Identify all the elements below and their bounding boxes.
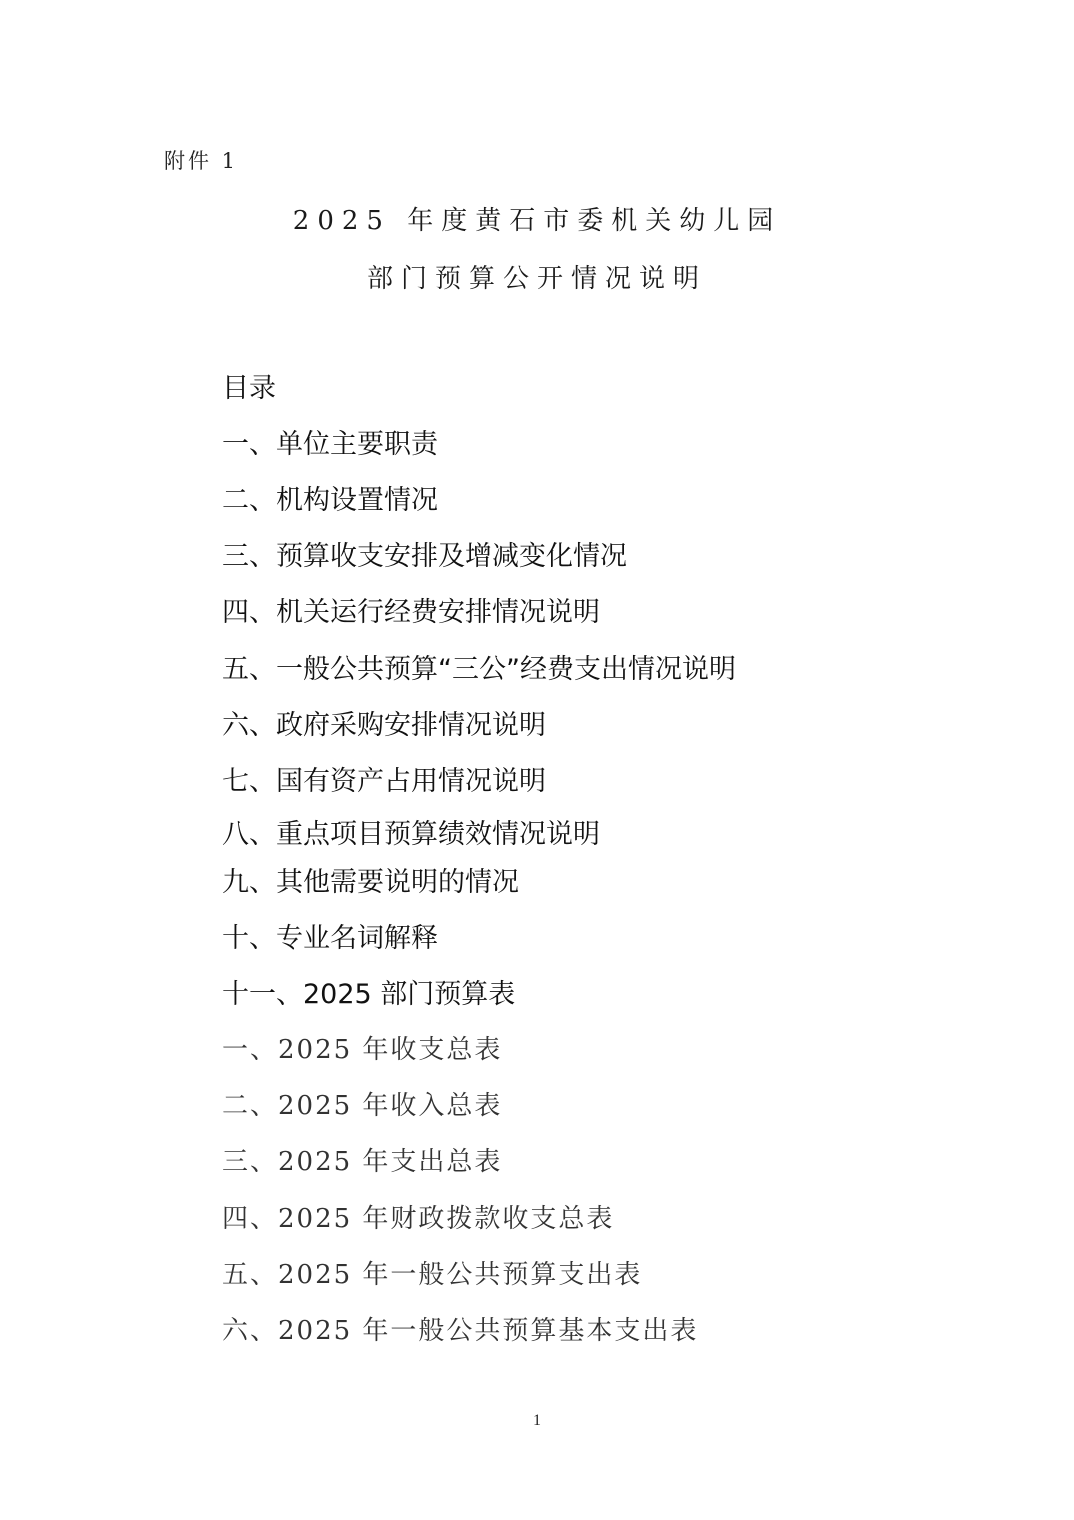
toc-item-three-public-expenses: 五、一般公共预算“三公”经费支出情况说明 bbox=[222, 654, 736, 685]
toc-item-operating-expenses: 四、机关运行经费安排情况说明 bbox=[222, 597, 600, 628]
document-title-line-2: 部门预算公开情况说明 bbox=[366, 264, 707, 294]
toc-subitem-general-public-budget-basic-expenditure: 六、2025 年一般公共预算基本支出表 bbox=[222, 1316, 699, 1346]
toc-item-budget-changes: 三、预算收支安排及增减变化情况 bbox=[222, 541, 627, 572]
toc-heading: 目录 bbox=[222, 373, 276, 404]
toc-subitem-expenditure-summary: 三、2025 年支出总表 bbox=[222, 1147, 503, 1177]
document-title-line-1: 2025 年度黄石市委机关幼儿园 bbox=[292, 206, 782, 236]
toc-item-other-matters: 九、其他需要说明的情况 bbox=[222, 867, 519, 898]
toc-subitem-general-public-budget-expenditure: 五、2025 年一般公共预算支出表 bbox=[222, 1260, 643, 1290]
toc-item-key-project-performance: 八、重点项目预算绩效情况说明 bbox=[222, 819, 600, 850]
toc-item-budget-tables: 十一、2025 部门预算表 bbox=[222, 979, 516, 1010]
toc-item-state-assets: 七、国有资产占用情况说明 bbox=[222, 766, 546, 797]
attachment-label: 附件 1 bbox=[164, 149, 239, 173]
page-number: 1 bbox=[533, 1412, 541, 1429]
toc-subitem-income-expenditure-summary: 一、2025 年收支总表 bbox=[222, 1035, 503, 1065]
toc-item-organization: 二、机构设置情况 bbox=[222, 485, 438, 516]
toc-subitem-income-summary: 二、2025 年收入总表 bbox=[222, 1091, 503, 1121]
toc-item-unit-duties: 一、单位主要职责 bbox=[222, 429, 438, 460]
toc-item-government-procurement: 六、政府采购安排情况说明 bbox=[222, 710, 546, 741]
toc-item-glossary: 十、专业名词解释 bbox=[222, 923, 438, 954]
toc-subitem-fiscal-appropriation-summary: 四、2025 年财政拨款收支总表 bbox=[222, 1204, 615, 1234]
